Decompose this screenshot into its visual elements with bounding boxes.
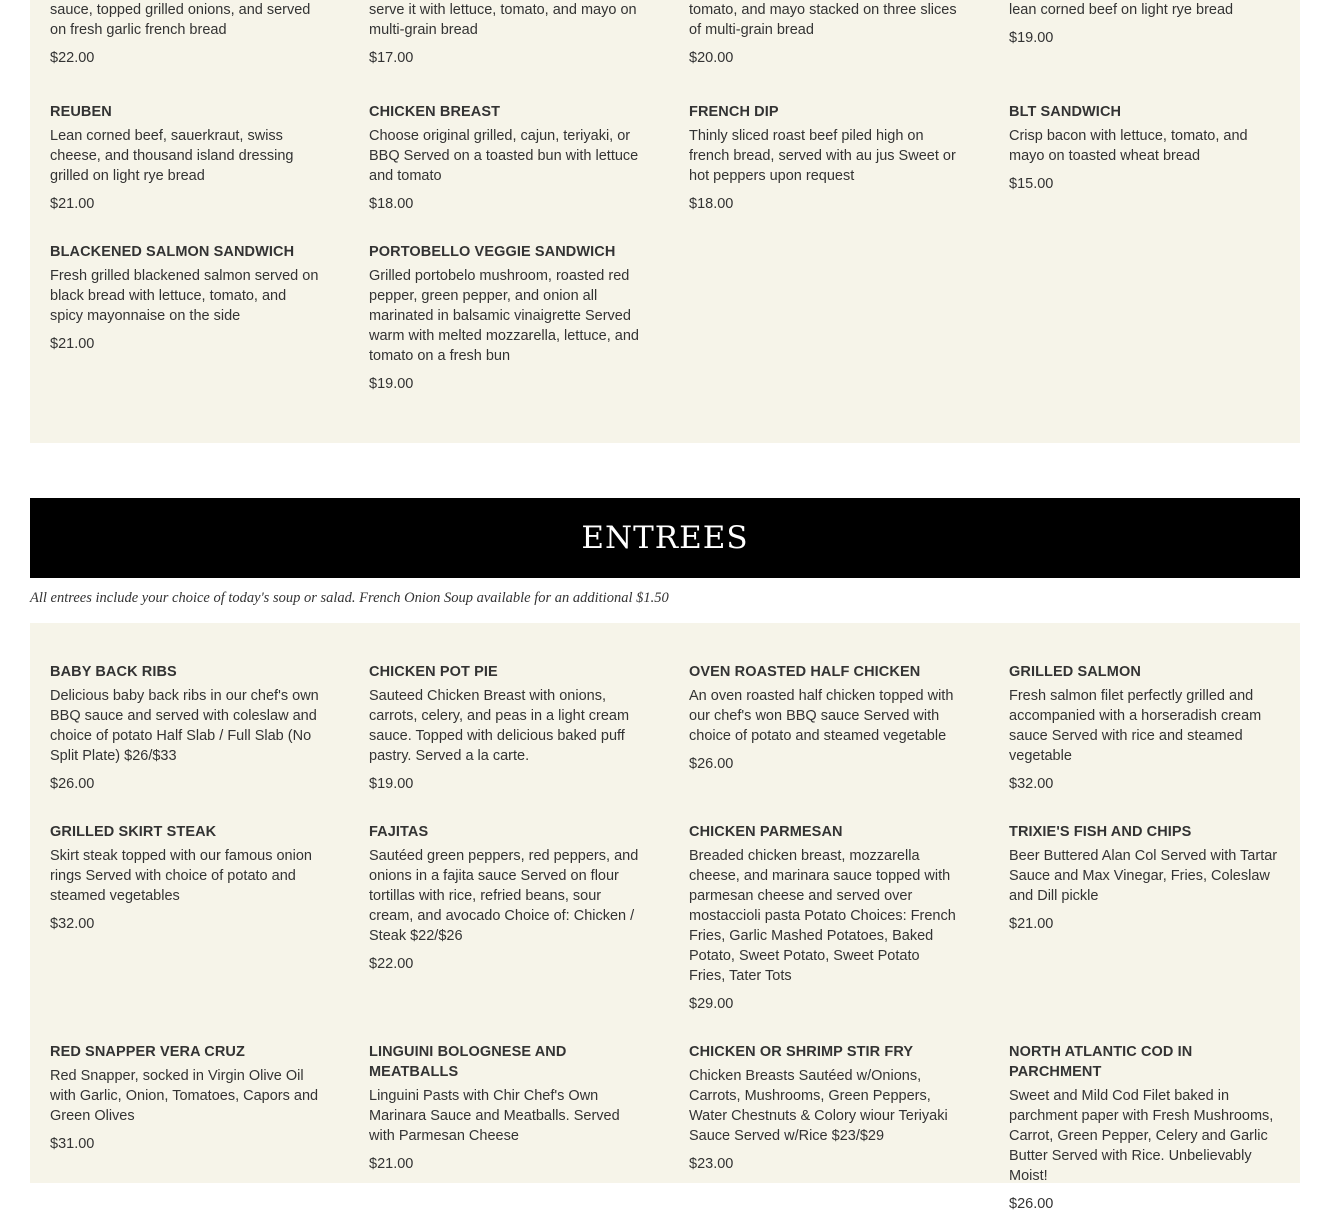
menu-item-desc: Lean corned beef, sauerkraut, swiss cheese, and thousand island dressing grilled on light rye bread [50,128,294,184]
menu-item-desc: Crisp bacon with lettuce, tomato, and mayo on toasted wheat bread [1009,128,1248,164]
menu-item-price: $32.00 [1009,776,1054,792]
menu-item [1009,102,1279,194]
menu-item-price: $21.00 [50,196,95,212]
menu-item-name: CHICKEN BREAST [369,104,501,120]
menu-item-price: $21.00 [50,336,95,352]
menu-item-name: CHICKEN POT PIE [369,664,498,680]
menu-item-price: $22.00 [369,956,414,972]
menu-item [369,822,639,974]
entrees-heading: ENTREES [30,498,1300,578]
menu-item-desc: lean corned beef on light rye bread [1009,2,1234,18]
menu-item-price: $26.00 [1009,1196,1054,1212]
menu-item-desc: Skirt steak topped with our famous onion rings Served with choice of potato and steamed vegetables [50,848,312,904]
menu-item-desc: Thinly sliced roast beef piled high on french bread, served with au jus Sweet or hot peppers upon request [689,128,956,184]
menu-item [50,822,320,934]
menu-item-price: $15.00 [1009,176,1054,192]
menu-item [369,662,639,794]
menu-item [689,662,959,774]
menu-item [369,0,639,68]
menu-item-desc: Sautéed green peppers, red peppers, and onions in a fajita sauce Served on flour tortillas with rice, refried beans, sour cream, and avocado Choice of: Chicken / Steak $22/$26 [369,848,639,944]
menu-item-name: RED SNAPPER VERA CRUZ [50,1044,245,1060]
menu-item [689,102,959,214]
menu-item-price: $22.00 [50,50,95,66]
menu-item-name: GRILLED SKIRT STEAK [50,824,217,840]
menu-item [689,0,959,68]
menu-item-name: OVEN ROASTED HALF CHICKEN [689,664,921,680]
menu-item-desc: Sauteed Chicken Breast with onions, carrots, celery, and peas in a light cream sauce. Topped with delicious baked puff pastry. Served a la carte. [369,688,630,764]
menu-item-price: $19.00 [369,776,414,792]
menu-item [1009,1042,1279,1214]
menu-item-desc: Grilled portobelo mushroom, roasted red pepper, green pepper, and onion all marinated in balsamic vinaigrette Served warm with melted mozzarella, lettuce, and tomato on a fresh bun [369,268,639,364]
menu-item-name: GRILLED SALMON [1009,664,1141,680]
menu-item-desc: sauce, topped grilled onions, and served on fresh garlic french bread [50,2,311,38]
menu-item-name: TRIXIE'S FISH AND CHIPS [1009,824,1192,840]
menu-item-name: REUBEN [50,104,112,120]
menu-item-name: CHICKEN PARMESAN [689,824,843,840]
menu-item-desc: Fresh grilled blackened salmon served on black bread with lettuce, tomato, and spicy mayonnaise on the side [50,268,319,324]
menu-item [1009,662,1279,794]
menu-item [1009,0,1284,48]
menu-item-price: $23.00 [689,1156,734,1172]
menu-item-desc: Breaded chicken breast, mozzarella cheese, and marinara sauce topped with parmesan cheese and served over mostaccioli pasta Potato Choices: French Fries, Garlic Mashed Potatoes, Baked Potato, Sweet Potato, Sweet Potato Fries, Tater Tots [689,848,956,984]
entrees-note: All entrees include your choice of today's soup or salad. French Onion Soup available for an additional $1.50 [30,590,669,606]
menu-item-name: PORTOBELLO VEGGIE SANDWICH [369,244,616,260]
menu-item-price: $26.00 [50,776,95,792]
menu-item-price: $21.00 [369,1156,414,1172]
menu-item-price: $18.00 [689,196,734,212]
menu-item [369,102,639,214]
menu-item-price: $32.00 [50,916,95,932]
menu-item-price: $20.00 [689,50,734,66]
menu-item-price: $19.00 [1009,30,1054,46]
menu-item-desc: Chicken Breasts Sautéed w/Onions, Carrots, Mushrooms, Green Peppers, Water Chestnuts & Colory wiour Teriyaki Sauce Served w/Rice $23/$29 [689,1068,948,1144]
menu-item-desc: Linguini Pasts with Chir Chef's Own Marinara Sauce and Meatballs. Served with Parmesan Cheese [369,1088,620,1144]
menu-item [369,242,639,394]
menu-item [50,242,320,354]
menu-item [689,822,959,1014]
menu-item-desc: An oven roasted half chicken topped with our chef's won BBQ sauce Served with choice of potato and steamed vegetable [689,688,954,744]
menu-item [50,0,320,68]
menu-item-desc: Delicious baby back ribs in our chef's own BBQ sauce and served with coleslaw and choice of potato Half Slab / Full Slab (No Split Plate) $26/$33 [50,688,319,764]
menu-item-desc: Fresh salmon filet perfectly grilled and accompanied with a horseradish cream sauce Served with rice and steamed vegetable [1009,688,1262,764]
menu-item-name: NORTH ATLANTIC COD IN PARCHMENT [1009,1044,1193,1080]
menu-item-desc: tomato, and mayo stacked on three slices of multi-grain bread [689,2,957,38]
menu-item-name: CHICKEN OR SHRIMP STIR FRY [689,1044,914,1060]
menu-item-name: BABY BACK RIBS [50,664,177,680]
menu-item-desc: Beer Buttered Alan Col Served with Tartar Sauce and Max Vinegar, Fries, Coleslaw and Dill pickle [1009,848,1278,904]
menu-item [50,102,320,214]
menu-item-desc: Choose original grilled, cajun, teriyaki, or BBQ Served on a toasted bun with lettuce and tomato [369,128,639,184]
menu-item [50,662,320,794]
menu-item-price: $29.00 [689,996,734,1012]
menu-item-price: $26.00 [689,756,734,772]
menu-item-desc: Sweet and Mild Cod Filet baked in parchment paper with Fresh Mushrooms, Carrot, Green Pepper, Celery and Garlic Butter Served with Rice. Unbelievably Moist! [1009,1088,1274,1184]
menu-item-name: LINGUINI BOLOGNESE AND MEATBALLS [369,1044,567,1080]
menu-item-name: BLACKENED SALMON SANDWICH [50,244,295,260]
menu-item [689,1042,959,1174]
menu-item [1009,822,1279,934]
menu-item-price: $18.00 [369,196,414,212]
menu-item-price: $17.00 [369,50,414,66]
menu-item-name: BLT SANDWICH [1009,104,1122,120]
menu-item-name: FAJITAS [369,824,429,840]
menu-item-name: FRENCH DIP [689,104,779,120]
menu-item-desc: Red Snapper, socked in Virgin Olive Oil with Garlic, Onion, Tomatoes, Capors and Green Olives [50,1068,319,1124]
menu-item [50,1042,320,1154]
menu-item-price: $19.00 [369,376,414,392]
menu-item-desc: serve it with lettuce, tomato, and mayo on multi-grain bread [369,2,637,38]
menu-item-price: $31.00 [50,1136,95,1152]
menu-item [369,1042,639,1174]
menu-item-price: $21.00 [1009,916,1054,932]
